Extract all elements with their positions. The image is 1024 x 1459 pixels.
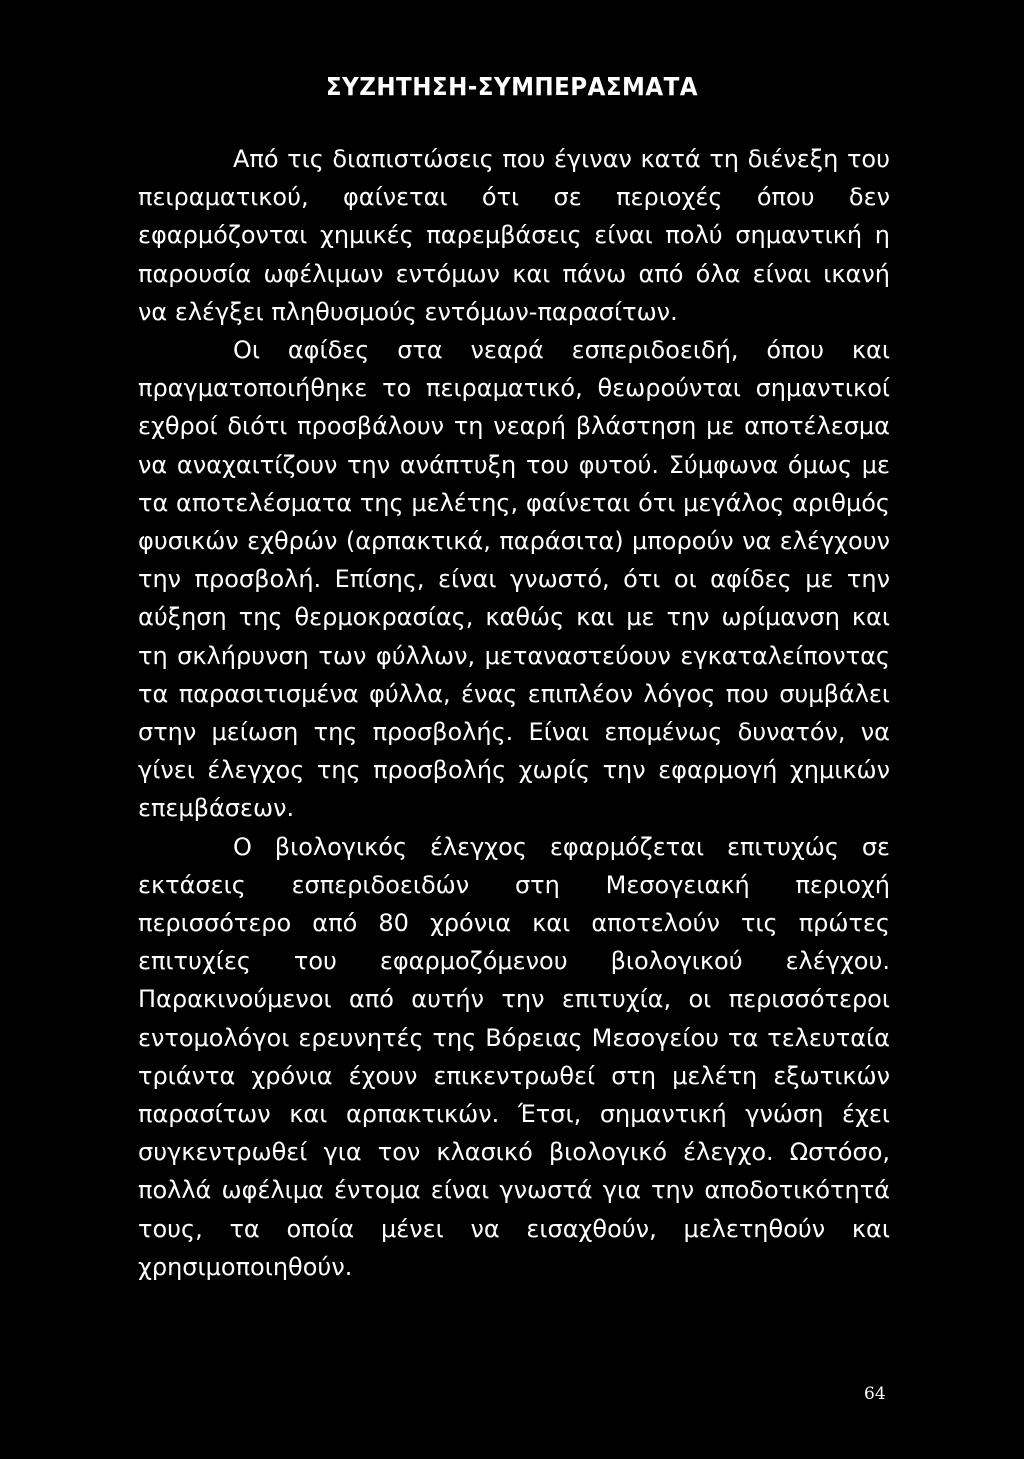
paragraph-aphids: Οι αφίδες στα νεαρά εσπεριδοειδή, όπου και πραγματοποιήθηκε το πειραματικό, θεωρούνται σημαντικοί εχθροί διότι προσβάλουν τη νεαρή βλάστηση με αποτέλεσμα να αναχαιτίζουν την ανάπτυξη του φυτού. Σύμφωνα όμως με τα αποτελέσματα της μελέτης, φαίνεται ότι μεγάλος αριθμός φυσικών εχθρών (αρπακτικά, παράσιτα) μπορούν να ελέγχουν την προσβολή. Επίσης, είναι γνωστό, ότι οι αφίδες με την αύξηση της θερμοκρασίας, καθώς και με την ωρίμανση και τη σκλήρυνση των φύλλων, μεταναστεύουν εγκαταλείποντας τα παρασιτισμένα φύλλα, ένας επιπλέον λόγος που συμβάλει στην μείωση της προσβολής. Είναι επομένως δυνατόν, να γίνει έλεγχος της προσβολής χωρίς την εφαρμογή χημικών επεμβάσεων. [138, 336, 890, 823]
paragraph-biological-control: Ο βιολογικός έλεγχος εφαρμόζεται επιτυχώς σε εκτάσεις εσπεριδοειδών στη Μεσογειακή περιοχή περισσότερο από 80 χρόνια και αποτελούν τις πρώτες επιτυχίες του εφαρμοζόμενου βιολογικού ελέγχου. Παρακινούμενοι από αυτήν την επιτυχία, οι περισσότεροι εντομολόγοι ερευνητές της Βόρειας Μεσογείου τα τελευταία τριάντα χρόνια έχουν επικεντρωθεί στη μελέτη εξωτικών παρασίτων και αρπακτικών. Έτσι, σημαντική γνώση έχει συγκεντρωθεί για τον κλασικό βιολογικό έλεγχο. Ωστόσο, πολλά ωφέλιμα έντομα είναι γνωστά για την αποδοτικότητά τους, τα οποία μένει να εισαχθούν, μελετηθούν και χρησιμοποιηθούν. [138, 832, 890, 1281]
page-number: 64 [864, 1384, 886, 1404]
paragraph-intro: Από τις διαπιστώσεις που έγιναν κατά τη διένεξη του πειραματικού, φαίνεται ότι σε περιοχές όπου δεν εφαρμόζονται χημικές παρεμβάσεις είναι πολύ σημαντική η παρουσία ωφέλιμων εντόμων και πάνω από όλα είναι ικανή να ελέγξει πληθυσμούς εντόμων-παρασίτων. [138, 145, 890, 326]
section-heading: ΣΥΖΗΤΗΣΗ-ΣΥΜΠΕΡΑΣΜΑΤΑ [325, 72, 699, 101]
body-text [138, 140, 890, 1286]
